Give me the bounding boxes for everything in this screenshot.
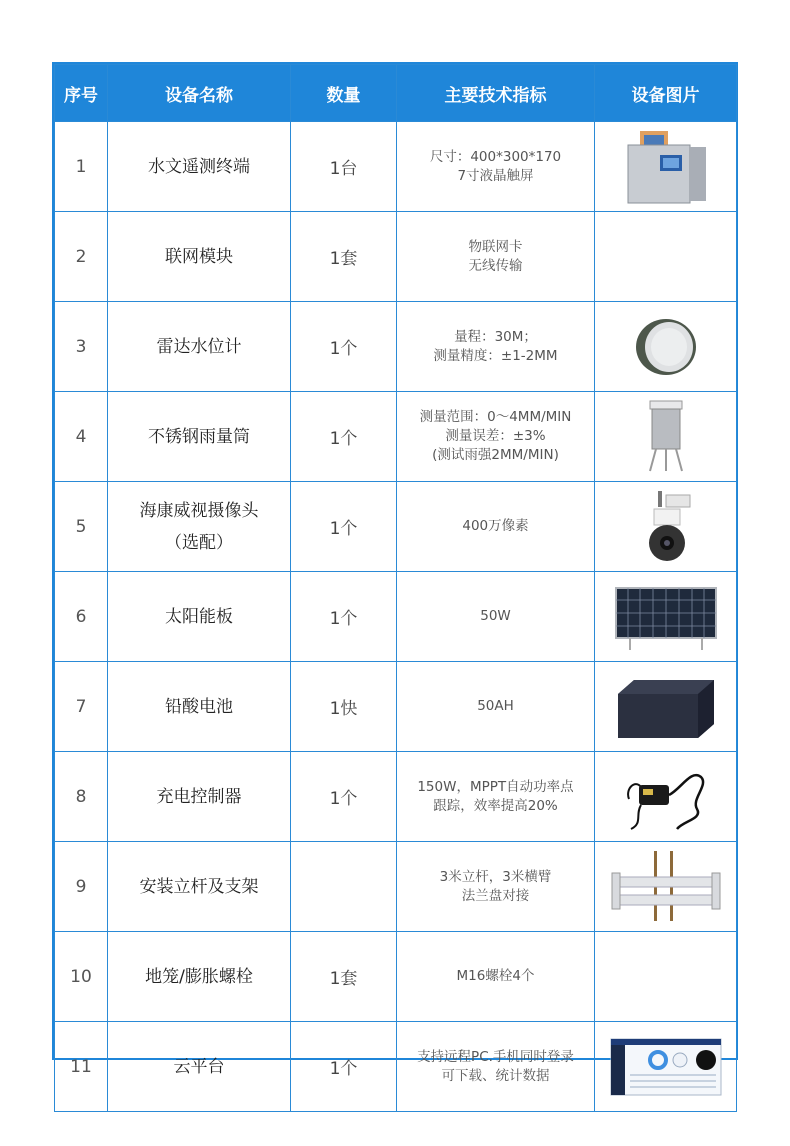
spec-line: 可下载、统计数据 [441, 1067, 550, 1084]
device-name-line: 不锈钢雨量筒 [148, 426, 250, 447]
row-index: 9 [55, 842, 108, 932]
device-image [595, 392, 737, 482]
device-quantity: 1个 [291, 752, 397, 842]
device-quantity: 1套 [291, 212, 397, 302]
spec-line: 无线传输 [468, 257, 523, 274]
table-row [55, 662, 737, 752]
header-spec: 主要技术指标 [397, 65, 595, 122]
spec-line: 跟踪，效率提高20% [433, 797, 558, 814]
header-name: 设备名称 [108, 65, 291, 122]
rain-gauge-icon [597, 399, 734, 475]
device-name-line: 充电控制器 [156, 786, 242, 807]
charge-controller-icon [597, 759, 734, 835]
device-name [108, 572, 291, 662]
device-quantity: 1个 [291, 572, 397, 662]
device-image [595, 752, 737, 842]
device-image [595, 932, 737, 1022]
device-spec [397, 392, 595, 482]
device-name-line: 地笼/膨胀螺栓 [145, 966, 253, 987]
device-spec [397, 752, 595, 842]
table-row [55, 572, 737, 662]
pole-bracket-icon [597, 849, 734, 925]
device-quantity: 1个 [291, 392, 397, 482]
table-row [55, 1022, 737, 1112]
device-name-line: 铅酸电池 [165, 696, 233, 717]
device-spec [397, 1022, 595, 1112]
solar-panel-icon [597, 582, 734, 652]
row-index: 8 [55, 752, 108, 842]
radar-level-sensor-icon [597, 315, 734, 379]
header-image: 设备图片 [595, 65, 737, 122]
device-name-line: 水文遥测终端 [148, 156, 250, 177]
device-name [108, 1022, 291, 1112]
row-index: 7 [55, 662, 108, 752]
device-spec [397, 212, 595, 302]
device-name [108, 212, 291, 302]
spec-line: 3米立杆，3米横臂 [439, 868, 552, 885]
table-row [55, 392, 737, 482]
table-row [55, 302, 737, 392]
device-name [108, 122, 291, 212]
device-name [108, 842, 291, 932]
header-index: 序号 [55, 65, 108, 122]
device-quantity: 1快 [291, 662, 397, 752]
device-image [595, 122, 737, 212]
device-spec [397, 932, 595, 1022]
header-qty: 数量 [291, 65, 397, 122]
equipment-table [54, 64, 737, 1112]
device-image [595, 1022, 737, 1112]
row-index: 4 [55, 392, 108, 482]
device-spec [397, 302, 595, 392]
row-index: 11 [55, 1022, 108, 1112]
table-row [55, 752, 737, 842]
control-cabinet-icon [597, 129, 734, 205]
spec-line: 400万像素 [462, 518, 529, 534]
spec-line: (测试雨强2MM/MIN) [432, 447, 559, 463]
spec-line: 测量误差：±3% [445, 428, 546, 444]
spec-line: 150W，MPPT自动功率点 [417, 778, 574, 795]
cloud-dashboard-icon [597, 1038, 734, 1096]
spec-line: 50W [480, 608, 511, 624]
device-image [595, 572, 737, 662]
row-index: 6 [55, 572, 108, 662]
ptz-camera-icon [597, 489, 734, 565]
device-name [108, 302, 291, 392]
table-row [55, 212, 737, 302]
table-row [55, 932, 737, 1022]
equipment-table-container [52, 62, 738, 1084]
table-header-row [55, 65, 737, 122]
device-spec [397, 572, 595, 662]
device-quantity: 1个 [291, 302, 397, 392]
device-name [108, 752, 291, 842]
device-image [595, 482, 737, 572]
device-name-line: 太阳能板 [165, 606, 233, 627]
row-index: 10 [55, 932, 108, 1022]
device-image [595, 302, 737, 392]
device-name [108, 932, 291, 1022]
device-name-line: 海康威视摄像头 [139, 500, 259, 521]
device-name-line: 雷达水位计 [156, 336, 242, 357]
device-quantity: 1台 [291, 122, 397, 212]
device-quantity: 1个 [291, 1022, 397, 1112]
device-spec [397, 842, 595, 932]
spec-line: 法兰盘对接 [461, 887, 530, 904]
device-name-line: 联网模块 [165, 246, 233, 267]
device-name [108, 392, 291, 482]
device-spec [397, 662, 595, 752]
table-row [55, 122, 737, 212]
battery-icon [597, 672, 734, 742]
spec-line: 支持远程PC.手机同时登录 [417, 1048, 574, 1065]
device-spec [397, 482, 595, 572]
spec-line: 量程：30M； [454, 328, 537, 345]
device-image [595, 662, 737, 752]
spec-line: 测量范围：0～4MM/MIN [419, 409, 572, 425]
device-name-line: 安装立杆及支架 [139, 876, 259, 897]
device-name-line: 云平台 [173, 1056, 225, 1077]
device-quantity: 1个 [291, 482, 397, 572]
device-name [108, 482, 291, 572]
device-image [595, 842, 737, 932]
table-row [55, 482, 737, 572]
device-image [595, 212, 737, 302]
device-name [108, 662, 291, 752]
row-index: 1 [55, 122, 108, 212]
spec-line: M16螺栓4个 [456, 968, 535, 984]
device-quantity: 1套 [291, 932, 397, 1022]
spec-line: 50AH [477, 698, 514, 714]
spec-line: 7寸液晶触屏 [457, 167, 534, 184]
device-name-line: （选配） [165, 532, 233, 553]
row-index: 3 [55, 302, 108, 392]
spec-line: 尺寸：400*300*170 [429, 148, 562, 165]
device-quantity [291, 842, 397, 932]
device-spec [397, 122, 595, 212]
table-row [55, 842, 737, 932]
row-index: 2 [55, 212, 108, 302]
row-index: 5 [55, 482, 108, 572]
spec-line: 物联网卡 [468, 238, 523, 255]
spec-line: 测量精度：±1-2MM [433, 347, 558, 364]
